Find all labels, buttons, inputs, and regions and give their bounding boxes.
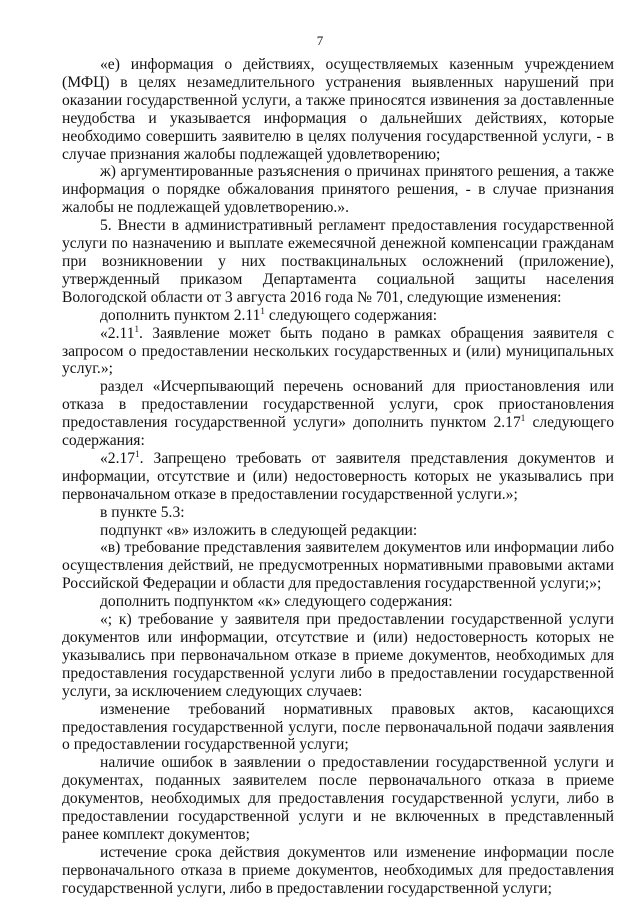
paragraph-subpoint-k: «; к) требование у заявителя при предоставлении государственной услуги документов или информации, отсутствие и (или) недостоверность которых не указывались при первоначальном отказе в приеме документов, необходимых для предоставления государственной услуги либо в предоставлении государственной услуги, за исключением следующих случаев:	[62, 611, 614, 700]
paragraph-section-refusal	[62, 378, 614, 450]
paragraph-tail: . Заявление может быть подано в рамках обращения заявителя с запросом о предоставлении нескольких государственных и (или) муниципальных услуг.»;	[62, 324, 614, 378]
document-body	[62, 56, 614, 898]
paragraph-text: раздел «Исчерпывающий перечень оснований для приостановления или отказа в предоставлении государственной услуги, срок приостановления предоставления государственной услуги» дополнить пунктом 2.17	[62, 378, 614, 432]
superscript: 1	[260, 305, 265, 316]
paragraph-text: «2.17	[100, 449, 136, 467]
paragraph-item-zh: ж) аргументированные разъяснения о причинах принятого решения, а также информация о порядке обжалования принятого решения, - в случае признания жалобы не подлежащей удовлетворению.».	[62, 163, 614, 217]
superscript: 1	[135, 448, 140, 459]
page-number: 7	[316, 33, 324, 48]
paragraph-tail: следующего содержания:	[62, 414, 614, 450]
paragraph-subpoint-v-intro: подпункт «в» изложить в следующей редакции:	[100, 521, 418, 539]
paragraph-tail: следующего содержания:	[264, 306, 438, 324]
superscript: 1	[134, 323, 140, 334]
paragraph-point-5: 5. Внести в административный регламент предоставления государственной услуги по назначению и выплате ежемесячной денежной компенсации гражданам при возникновении у них поствакцинальных осложнений (приложение), утвержденный приказом Департамента социальной защиты населения Вологодской области от 3 августа 2016 года № 701, следующие изменения:	[62, 217, 614, 306]
paragraph-case-errors: наличие ошибок в заявлении о предоставлении государственной услуги и документах, поданных заявителем после первоначального отказа в приеме документов, необходимых для предоставления государственной услуги, либо в предоставлении государственной услуги и не включенных в представленный ранее комплект документов;	[62, 754, 614, 843]
paragraph-point-5-3: в пункте 5.3:	[100, 503, 185, 521]
paragraph-text: дополнить пунктом 2.11	[100, 306, 261, 324]
paragraph-text: «2.11	[100, 324, 135, 342]
paragraph-clause-2-17-1	[62, 450, 614, 504]
paragraph-case-requirements: изменение требований нормативных правовых актов, касающихся предоставления государственной услуги, после первоначальной подачи заявления о предоставлении государственной услуги;	[62, 700, 614, 754]
paragraph-clause-2-11-1	[62, 325, 614, 379]
paragraph-case-expiry: истечение срока действия документов или изменение информации после первоначального отказа в приеме документов, необходимых для предоставления государственной услуги, либо в предоставлении государственной услуги;	[62, 843, 614, 897]
paragraph-add-2-11-1	[62, 307, 614, 325]
paragraph-subpoint-k-intro: дополнить подпунктом «к» следующего содержания:	[100, 593, 453, 611]
paragraph-item-e: «е) информация о действиях, осуществляемых казенным учреждением (МФЦ) в целях незамедлительного устранения выявленных нарушений при оказании государственной услуги, а также приносятся извинения за доставленные неудобства и указывается информация о дальнейших действиях, которые необходимо совершить заявителю в целях получения государственной услуги, - в случае признания жалобы подлежащей удовлетворению;	[62, 56, 614, 163]
paragraph-subpoint-v: «в) требование представления заявителем документов или информации либо осуществления действий, не предусмотренных нормативными правовыми актами Российской Федерации и области для предоставления государственной услуги;»;	[62, 539, 614, 593]
paragraph-tail: . Запрещено требовать от заявителя представления документов и информации, отсутствие и (или) недостоверность которых не указывались при первоначальном отказе в предоставлении государственной услуги.»;	[62, 449, 614, 503]
superscript: 1	[520, 413, 526, 424]
